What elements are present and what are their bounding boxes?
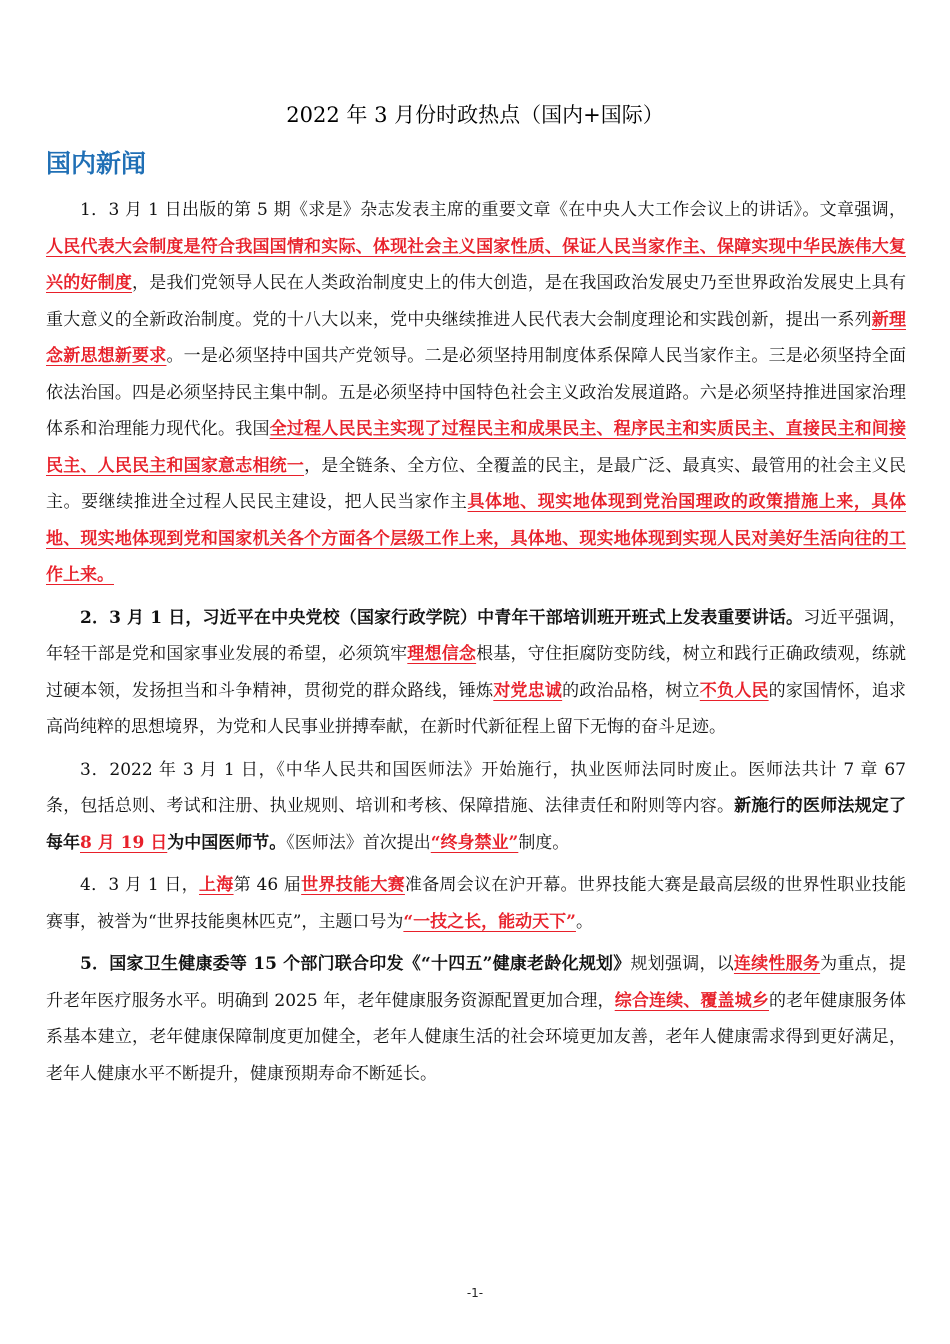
highlighted-key-phrase: 全过程人民民主实现了过程民主和成果民主、程序民主和实质民主、直接民主和间接民主、人民民主和国家意志相统一 [46,419,907,476]
highlighted-key-phrase: 8 月 19 日 [80,832,168,853]
highlighted-key-phrase: 上海 [198,875,234,895]
section-heading-domestic-news: 国内新闻 [46,149,147,178]
page-number: -1- [466,1286,484,1300]
highlighted-key-phrase: 世界技能大赛 [301,875,405,895]
body-text: 的老年健康服务体系基本建立，老年健康保障制度更加健全，老年人健康生活的社会环境更加友善，老年人健康需求得到更好满足，老年人健康水平不断提升，健康预期寿命不断延长。 [46,990,907,1084]
news-item-3 [46,752,906,862]
bold-lead-text: 2．3 月 1 日，习近平在中央党校（国家行政学院）中青年干部培训班开班式上发表重要讲话。 [80,607,804,628]
body-text: 习近平强调，年轻干部是党和国家事业发展的希望，必须筑牢 [46,607,906,664]
highlighted-key-phrase: 新理念新思想新要求 [46,309,907,366]
body-text: 的政治品格，树立 [562,680,700,701]
body-text: 3．2022 年 3 月 1 日，《中华人民共和国医师法》开始施行，执业医师法同时废止。医师法共计 7 章 67 条，包括总则、考试和注册、执业规则、培训和考核、保障措施、法律责任和附则等内容。 [46,759,906,816]
news-item-4 [46,867,906,940]
news-item-1 [46,192,906,594]
body-text: 第 46 届 [233,875,302,895]
highlighted-key-phrase: 对党忠诚 [493,680,563,701]
news-item-5 [46,946,906,1092]
highlighted-key-phrase: 连续性服务 [733,954,821,974]
body-text: 根基，守住拒腐防变防线，树立和践行正确政绩观，练就过硬本领，发扬担当和斗争精神，贯彻党的群众路线，锤炼 [46,644,907,701]
body-text: 。一是必须坚持中国共产党领导。二是必须坚持用制度体系保障人民当家作主。三是必须坚持全面依法治国。四是必须坚持民主集中制。五是必须坚持中国特色社会主义政治发展道路。六是必须坚持推进国家治理体系和治理能力现代化。我国 [46,346,907,439]
body-text: ，是我们党领导人民在人类政治制度史上的伟大创造，是在我国政治发展史乃至世界政治发展史上具有重大意义的全新政治制度。党的十八大以来，党中央继续推进人民代表大会制度理论和实践创新，提出一系列 [46,273,907,330]
highlighted-key-phrase: “终身禁业” [430,832,519,853]
highlighted-key-phrase: 综合连续、覆盖城乡 [614,990,769,1011]
highlighted-key-phrase: 人民代表大会制度是符合我国国情和实际、体现社会主义国家性质、保证人民当家作主、保障实现中华民族伟大复兴的好制度 [46,236,906,293]
body-text: 《医师法》首次提出 [286,832,431,853]
body-text: 1．3 月 1 日出版的第 5 期《求是》杂志发表主席的重要文章《在中央人大工作会议上的讲话》。文章强调， [80,200,906,220]
body-text: 准备周会议在沪开幕。世界技能大赛是最高层级的世界性职业技能赛事，被誉为“世界技能奥林匹克”，主题口号为 [46,875,906,932]
bold-lead-text: 新施行的医师法规定了每年 [46,796,907,853]
body-text: 为重点，提升老年医疗服务水平。明确到 2025 年，老年健康服务资源配置更加合理， [46,954,907,1011]
bold-lead-text: 5．国家卫生健康委等 15 个部门联合印发《“十四五”健康老龄化规划》 [80,954,631,974]
highlighted-key-phrase: “一技之长，能动天下” [403,911,576,932]
highlighted-key-phrase: 不负人民 [699,680,769,701]
highlighted-key-phrase: 具体地、现实地体现到党治国理政的政策措施上来，具体地、现实地体现到党和国家机关各个方面各个层级工作上来，具体地、现实地体现到实现人民对美好生活向往的工作上来。 [46,492,906,585]
news-list [46,192,906,1098]
body-text: 的家国情怀，追求高尚纯粹的思想境界，为党和人民事业拼搏奉献，在新时代新征程上留下无悔的奋斗足迹。 [46,680,907,737]
body-text: 制度。 [518,832,570,853]
bold-lead-text: 为中国医师节。 [167,832,287,853]
document-title: 2022 年 3 月份时政热点（国内+国际） [286,103,664,127]
highlighted-key-phrase: 理想信念 [407,644,477,664]
news-item-2 [46,600,906,746]
body-text: 。 [575,911,593,932]
body-text: 规划强调，以 [630,954,734,974]
body-text: 4．3 月 1 日， [80,875,199,895]
body-text: ，是全链条、全方位、全覆盖的民主，是最广泛、最真实、最管用的社会主义民主。要继续推进全过程人民民主建设，把人民当家作主 [46,455,906,512]
